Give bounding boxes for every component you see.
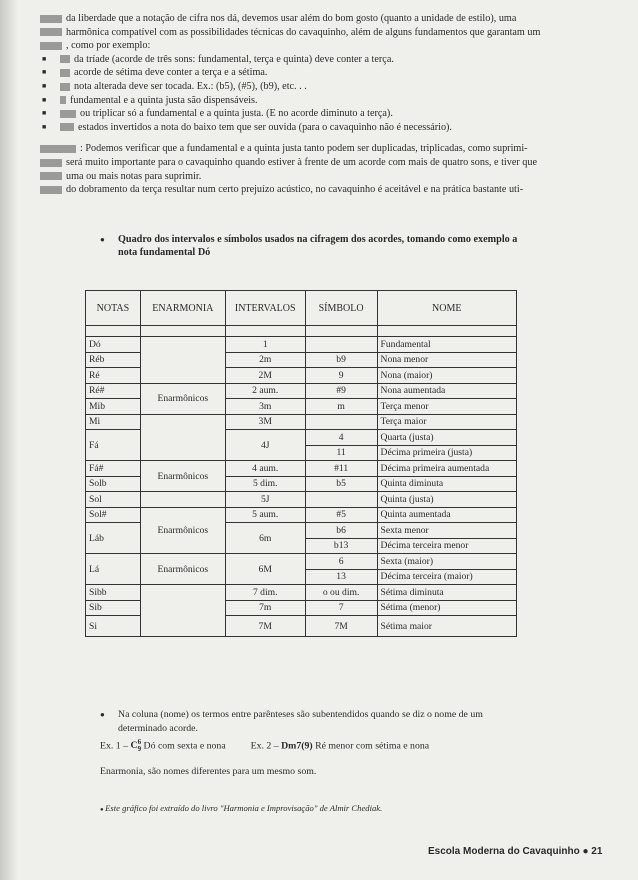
- rule-item: ■ fundamental e a quinta justa são dispensáveis.: [40, 94, 600, 108]
- col-header-intervalos: INTERVALOS: [225, 291, 305, 326]
- intervalo-cell: 3M: [225, 414, 305, 430]
- simbolo-cell: #9: [305, 383, 377, 399]
- intervalo-cell: 4 aum.: [225, 461, 305, 477]
- example-2-label: Ex. 2 –: [250, 740, 279, 752]
- intervalo-cell: 6m: [225, 523, 305, 554]
- simbolo-cell: 7: [305, 600, 377, 616]
- nome-cell: Nona menor: [377, 352, 516, 368]
- nome-cell: Quinta diminuta: [377, 476, 516, 492]
- nome-cell: Terça menor: [377, 399, 516, 415]
- nota-cell: Sibb: [86, 585, 141, 601]
- example-1-chord: C 6 9: [130, 738, 142, 753]
- col-header-enarmonia: ENARMONIA: [140, 291, 225, 326]
- intervalo-cell: 6M: [225, 554, 305, 585]
- intervalo-cell: 1: [225, 337, 305, 353]
- simbolo-cell: o ou dim.: [305, 585, 377, 601]
- rule-item: ■ nota alterada deve ser tocada. Ex.: (b5), (#5), (b9), etc. . .: [40, 80, 600, 94]
- nome-cell: Quinta (justa): [377, 492, 516, 508]
- simbolo-cell: [305, 414, 377, 430]
- nome-cell: Sexta menor: [377, 523, 516, 539]
- intro-line: harmônica compatível com as possibilidades técnicas do cavaquinho, além de alguns fundamentos que garantam um: [40, 26, 600, 40]
- simbolo-cell: [305, 337, 377, 353]
- enarmonia-cell: Enarmônicos: [140, 554, 225, 585]
- nota-cell: Ré#: [86, 383, 141, 399]
- nome-cell: Décima terceira (maior): [377, 569, 516, 585]
- rule-item: ■ acorde de sétima deve conter a terça e a sétima.: [40, 66, 600, 80]
- nota-cell: Réb: [86, 352, 141, 368]
- rule-item: ■ estados invertidos a nota do baixo tem que ser ouvida (para o cavaquinho não é necessário).: [40, 121, 600, 135]
- nome-cell: Terça maior: [377, 414, 516, 430]
- table-row: [86, 383, 517, 399]
- table-heading: ● Quadro dos intervalos e símbolos usados na cifragem dos acordes, tomando como exemplo a nota fundamental Dó: [100, 233, 538, 259]
- observation-line: será muito importante para o cavaquinho quando estiver à frente de um acorde com mais de quatro sons, e tiver que: [40, 156, 600, 170]
- nome-cell: Fundamental: [377, 337, 516, 353]
- intervalo-cell: 2m: [225, 352, 305, 368]
- nome-cell: Décima terceira menor: [377, 538, 516, 554]
- nota-cell: Sol: [86, 492, 141, 508]
- table-row: [86, 337, 517, 353]
- enarmonia-cell: [140, 337, 225, 384]
- col-header-notas: NOTAS: [86, 291, 141, 326]
- example-1-label: Ex. 1 –: [100, 740, 129, 752]
- enarmonia-cell: [140, 585, 225, 637]
- intervalo-cell: 2 aum.: [225, 383, 305, 399]
- nome-cell: Sexta (maior): [377, 554, 516, 570]
- nota-cell: Mib: [86, 399, 141, 415]
- intervalo-cell: 5 dim.: [225, 476, 305, 492]
- simbolo-cell: 11: [305, 445, 377, 461]
- source-credit: ● Este gráfico foi extraído do livro "Harmonia e Improvisação" de Almir Chediak.: [100, 803, 382, 813]
- example-1-text: Dó com sexta e nona: [143, 740, 226, 752]
- page-footer: Escola Moderna do Cavaquinho ● 21: [428, 846, 603, 857]
- nota-cell: Fá: [86, 430, 141, 461]
- page-binding-shadow: [0, 0, 18, 880]
- intro-text: [40, 12, 600, 197]
- nota-cell: Solb: [86, 476, 141, 492]
- simbolo-cell: b13: [305, 538, 377, 554]
- note-parentheses: ● Na coluna (nome) os termos entre parênteses são subentendidos quando se diz o nome de um determinado acorde.: [100, 708, 530, 735]
- intro-line: da liberdade que a notação de cifra nos dá, devemos usar além do bom gosto (quanto a unidade de estilo), uma: [40, 12, 600, 26]
- enarmonia-cell: Enarmônicos: [140, 461, 225, 492]
- nome-cell: Nona aumentada: [377, 383, 516, 399]
- nota-cell: Lá: [86, 554, 141, 585]
- nota-cell: Dó: [86, 337, 141, 353]
- intervalo-cell: 2M: [225, 368, 305, 384]
- table-row: [86, 585, 517, 601]
- intervals-table: [85, 290, 517, 637]
- simbolo-cell: b5: [305, 476, 377, 492]
- nome-cell: Décima primeira (justa): [377, 445, 516, 461]
- intervalo-cell: 7m: [225, 600, 305, 616]
- enarmonia-cell: [140, 492, 225, 508]
- intro-line: , como por exemplo:: [40, 39, 600, 53]
- observation-line: uma ou mais notas para suprimir.: [40, 170, 600, 184]
- nota-cell: Fá#: [86, 461, 141, 477]
- nome-cell: Sétima diminuta: [377, 585, 516, 601]
- enarmonia-definition: Enarmonia, são nomes diferentes para um mesmo som.: [100, 766, 317, 777]
- simbolo-cell: m: [305, 399, 377, 415]
- nome-cell: Sétima (menor): [377, 600, 516, 616]
- nome-cell: Sétima maior: [377, 616, 516, 637]
- rule-item: ■ ou triplicar só a fundamental e a quinta justa. (E no acorde diminuto a terça).: [40, 107, 600, 121]
- example-2-chord: Dm7(9): [281, 740, 313, 752]
- nome-cell: Décima primeira aumentada: [377, 461, 516, 477]
- nota-cell: Láb: [86, 523, 141, 554]
- table-row: [86, 461, 517, 477]
- enarmonia-cell: Enarmônicos: [140, 383, 225, 414]
- observation-line: do dobramento da terça resultar num certo prejuízo acústico, no cavaquinho é aceitável e na prática bastante uti-: [40, 183, 600, 197]
- simbolo-cell: b6: [305, 523, 377, 539]
- table-row: [86, 492, 517, 508]
- nota-cell: Mi: [86, 414, 141, 430]
- nome-cell: Nona (maior): [377, 368, 516, 384]
- table-row: [86, 414, 517, 430]
- nota-cell: Sol#: [86, 507, 141, 523]
- observation-line: : Podemos verificar que a fundamental e a quinta justa tanto podem ser duplicadas, triplicadas, como suprimi-: [40, 142, 600, 156]
- nome-cell: Quinta aumentada: [377, 507, 516, 523]
- col-header-nome: NOME: [377, 291, 516, 326]
- simbolo-cell: #5: [305, 507, 377, 523]
- simbolo-cell: 6: [305, 554, 377, 570]
- nota-cell: Si: [86, 616, 141, 637]
- rule-item: ■ da tríade (acorde de três sons: fundamental, terça e quinta) deve conter a terça.: [40, 53, 600, 67]
- intervalo-cell: 3m: [225, 399, 305, 415]
- nota-cell: Ré: [86, 368, 141, 384]
- enarmonia-cell: [140, 414, 225, 461]
- simbolo-cell: [305, 492, 377, 508]
- table-row: [86, 507, 517, 523]
- table-row: [86, 554, 517, 570]
- example-2-text: Ré menor com sétima e nona: [315, 740, 430, 752]
- intervalo-cell: 5J: [225, 492, 305, 508]
- intervalo-cell: 4J: [225, 430, 305, 461]
- intervalo-cell: 5 aum.: [225, 507, 305, 523]
- simbolo-cell: b9: [305, 352, 377, 368]
- simbolo-cell: 13: [305, 569, 377, 585]
- simbolo-cell: 4: [305, 430, 377, 446]
- nome-cell: Quarta (justa): [377, 430, 516, 446]
- simbolo-cell: 9: [305, 368, 377, 384]
- table-header-row: [86, 291, 517, 326]
- notes-section: [100, 708, 530, 779]
- intervalo-cell: 7 dim.: [225, 585, 305, 601]
- simbolo-cell: #11: [305, 461, 377, 477]
- intervalo-cell: 7M: [225, 616, 305, 637]
- enarmonia-cell: Enarmônicos: [140, 507, 225, 554]
- col-header-simbolo: SÍMBOLO: [305, 291, 377, 326]
- simbolo-cell: 7M: [305, 616, 377, 637]
- nota-cell: Sib: [86, 600, 141, 616]
- examples-line: [100, 739, 530, 753]
